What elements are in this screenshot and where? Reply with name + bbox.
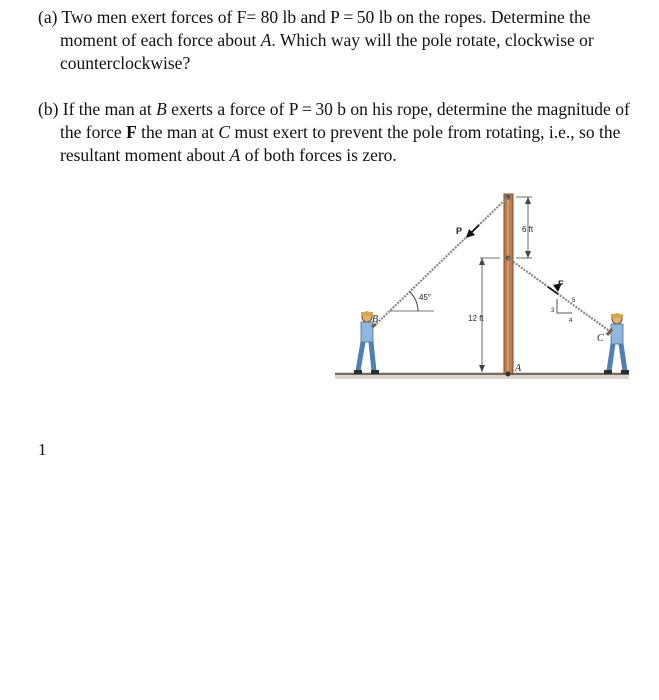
angle-arc [410,292,418,311]
label-f: F [558,279,564,289]
man-c-figure [604,314,629,374]
slope-label-5: 5 [572,298,576,304]
point-c-ref: C [218,122,231,142]
dim-6ft-label: 6 ft [522,225,534,234]
part-a-text: (a) Two men exert forces of F= 80 lb and P = 50 lb on the ropes. Determine the moment of each force about A. Which way will the pole rotate, clockwise or counterclockwise? [38,7,594,73]
rope-p [372,197,508,328]
label-b: B [372,314,379,325]
label-c: C [597,333,604,344]
label-p: P [456,226,463,236]
angle-label: 45° [419,293,432,302]
point-b-ref: B [156,99,167,119]
dim-12ft-label: 12 ft [468,314,484,323]
problem-part-a [38,6,638,75]
problem-part-b [38,98,638,167]
part-b-label: (b) [38,99,59,119]
point-a-ref: A [260,30,272,50]
point-a-ref-2: A [229,145,241,165]
rope-f [508,258,622,340]
pole-diagram [332,188,632,388]
page-number: 1 [38,440,47,459]
part-b-text: (b) If the man at B exerts a force of P = 30 b on his rope, determine the magnitude of the force F the man at C must exert to prevent the pole from rotating, i.e., so the resultant moment about A of both forces is zero. [38,99,630,165]
slope-label-3: 3 [551,308,555,314]
pole-figure [332,188,632,388]
force-f-ref: F [126,122,137,142]
label-a: A [515,363,522,374]
part-a-label: (a) [38,7,58,27]
pole-base-point [506,372,511,377]
slope-label-4: 4 [569,318,573,324]
